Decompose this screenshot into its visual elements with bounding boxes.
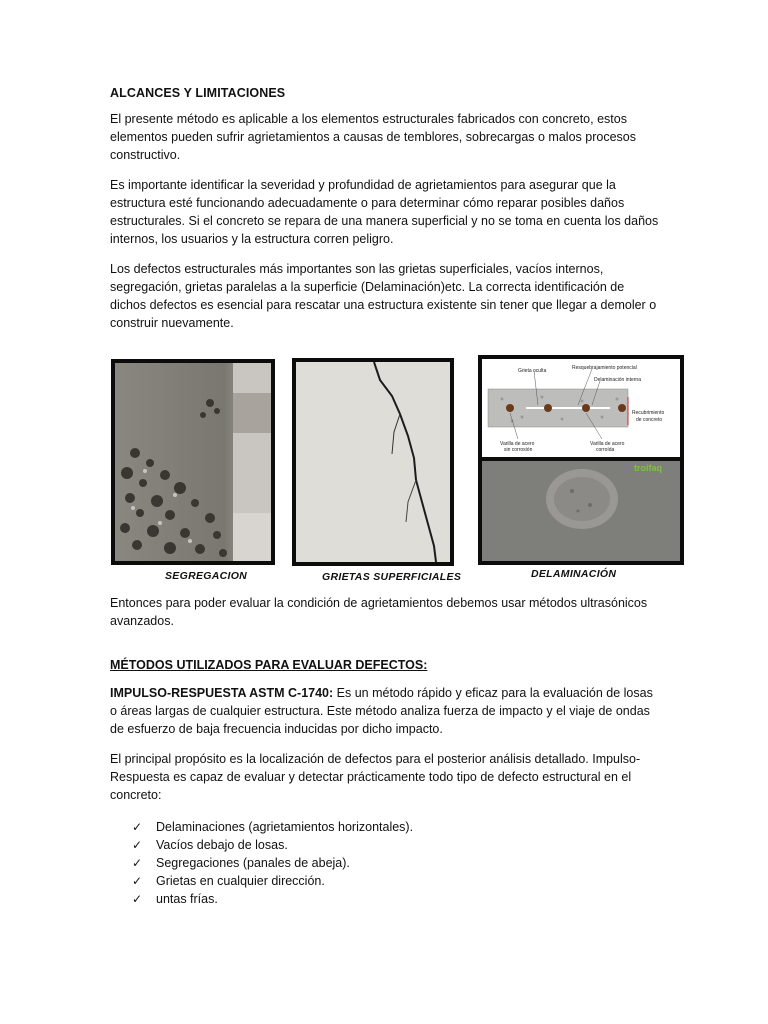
label-sin-corrosion: sin corrosión xyxy=(504,447,533,453)
check-icon: ✓ xyxy=(132,820,143,834)
list-item: ✓ untas frías. xyxy=(132,892,218,906)
surface-crack-photo xyxy=(292,358,454,566)
caption-grietas: GRIETAS SUPERFICIALES xyxy=(322,571,462,583)
caption-delaminacion: DELAMINACIÓN xyxy=(531,568,617,580)
label-de-concreto: de concreto xyxy=(636,417,663,423)
list-item: ✓ Grietas en cualquier dirección. xyxy=(132,874,325,888)
paragraph-1: El presente método es aplicable a los elementos estructurales fabricados con concreto, estos elementos pueden sufrir agrietamientos a causas de temblores, sobrecargas o malos procesos constructivo. xyxy=(110,112,636,162)
paragraph-impulso xyxy=(110,684,660,738)
document-body-2 xyxy=(110,594,660,816)
label-recubrimiento: Recubrimiento xyxy=(632,410,665,416)
label-varilla-corr: Varilla de acero xyxy=(590,441,625,447)
list-item: ✓ Delaminaciones (agrietamientos horizontales). xyxy=(132,820,414,834)
method-text: Es un método rápido y eficaz para la evaluación de losas o áreas largas de cualquier estructura. Este método analiza fuerza de impacto y el viaje de ondas de esfuerzo de baja frecuencia inducidas por dicho impacto. xyxy=(110,686,653,736)
list-item: ✓ Segregaciones (panales de abeja). xyxy=(132,856,350,870)
segregation-photo xyxy=(111,359,275,565)
document-body xyxy=(110,86,660,344)
paragraph-4: Entonces para poder evaluar la condición de agrietamientos debemos usar métodos ultrasónicos avanzados. xyxy=(110,596,648,628)
label-resquebrajamiento: Resquebrajamiento potencial xyxy=(572,365,637,371)
caption-segregacion: SEGREGACION xyxy=(165,570,248,582)
check-icon: ✓ xyxy=(132,874,143,888)
section-heading-alcances: ALCANCES Y LIMITACIONES xyxy=(110,86,286,100)
method-title: IMPULSO-RESPUESTA ASTM C-1740: xyxy=(110,686,334,700)
watermark-troifaq: troifaq xyxy=(634,463,662,473)
label-delaminacion-interna: Delaminación interna xyxy=(594,377,641,383)
delamination-figure xyxy=(478,355,684,565)
defect-list xyxy=(132,818,413,908)
paragraph-principal: El principal propósito es la localización de defectos para el posterior análisis detallado. Impulso-Respuesta es capaz de evaluar y detectar prácticamente todo tipo de defecto estructural en el concreto: xyxy=(110,752,641,802)
label-grieta-oculta: Grieta oculta xyxy=(518,368,547,374)
label-corroida: corroída xyxy=(596,447,615,453)
check-icon: ✓ xyxy=(132,838,143,852)
paragraph-2: Es importante identificar la severidad y profundidad de agrietamientos para asegurar que la estructura esté funcionando adecuadamente o para determinar cómo reparar posibles daños estructurales. Si el concreto se repara de una manera superficial y no se toma en cuenta los daños internos, los usuarios y la estructura corren peligro. xyxy=(110,178,659,246)
section-heading-metodos: MÉTODOS UTILIZADOS PARA EVALUAR DEFECTOS: xyxy=(110,658,428,672)
paragraph-3: Los defectos estructurales más importantes son las grietas superficiales, vacíos internos, segregación, grietas paralelas a la superficie (Delaminación)etc. La correcta identificación de dichos defectos es esencial para rescatar una estructura existente sin tener que llegar a demoler o construir nuevamente. xyxy=(110,262,657,330)
check-icon: ✓ xyxy=(132,856,143,870)
list-item: ✓ Vacíos debajo de losas. xyxy=(132,838,288,852)
label-varilla-sin: Varilla de acero xyxy=(500,441,535,447)
check-icon: ✓ xyxy=(132,892,143,906)
